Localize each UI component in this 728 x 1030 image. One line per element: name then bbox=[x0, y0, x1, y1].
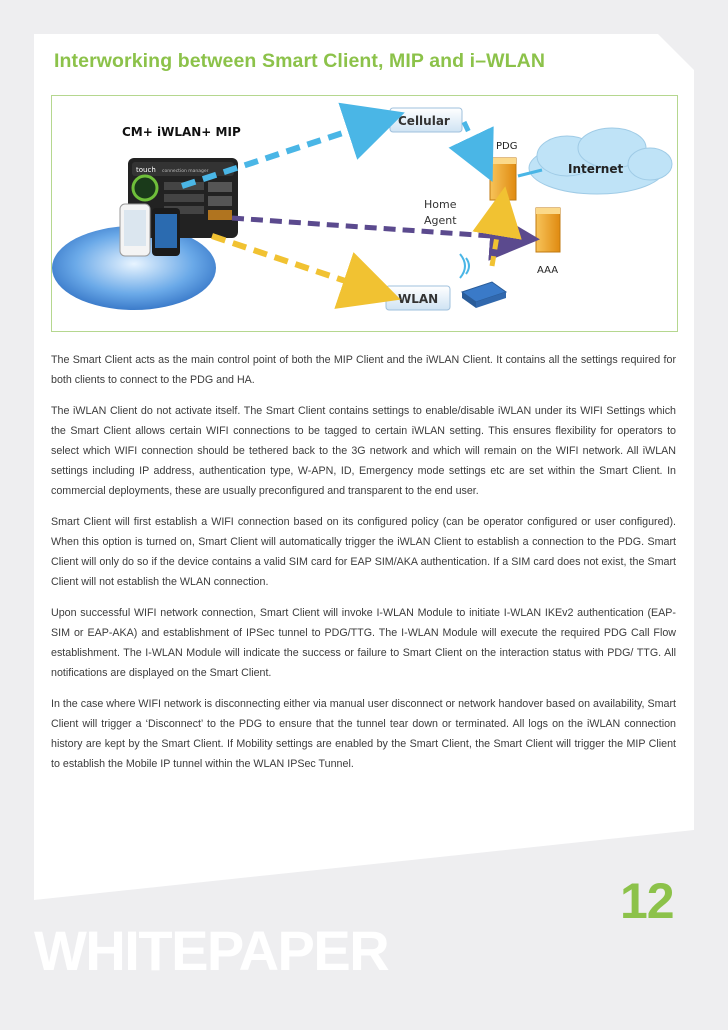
pdg-label: PDG bbox=[496, 141, 518, 152]
paragraph: The iWLAN Client do not activate itself. The Smart Client contains settings to enable/disable iWLAN under its WIFI Settings which the Smart Client allows certain WIFI connections to be tagged to certain iWLAN setting. This ensures flexibility for operators to select which WIFI connection should be tethered back to the 3G network and which will remain on the WIFI network. All iWLAN settings including IP address, authentication type, W-APN, ID, Emergency mode settings etc are set within the Smart Client. In commercial deployments, these are usually preconfigured and transparent to the end user. bbox=[51, 405, 676, 497]
home-agent-label-2: Agent bbox=[424, 214, 457, 227]
smartphone-black-icon bbox=[152, 208, 180, 256]
footer-wordmark: WHITEPAPER bbox=[34, 919, 389, 982]
page-title: Interworking between Smart Client, MIP and i–WLAN bbox=[54, 50, 546, 72]
touch-logo-icon bbox=[133, 176, 157, 200]
internet-label: Internet bbox=[568, 162, 624, 176]
home-agent-label-1: Home bbox=[424, 198, 457, 211]
wlan-label: WLAN bbox=[398, 292, 439, 306]
network-diagram bbox=[51, 95, 678, 332]
wifi-router-icon bbox=[460, 254, 506, 308]
cellular-label: Cellular bbox=[398, 114, 450, 128]
page-corner-fold bbox=[658, 34, 694, 70]
footer-wedge bbox=[34, 830, 694, 900]
smartphone-white-icon bbox=[120, 204, 150, 256]
paragraph: Upon successful WIFI network connection, Smart Client will invoke I-WLAN Module to initiate I-WLAN IKEv2 authentication (EAP-SIM or EAP-AKA) and establishment of IPSec tunnel to PDG/TTG. The I-WLAN Module will execute the required PDG Call Flow establishment. The I-WLAN Module will indicate the success or failure to Smart Client on the interaction status with PDG/ TTG. All notifications are displayed on the Smart Client. bbox=[51, 607, 676, 679]
device-label: CM+ iWLAN+ MIP bbox=[122, 125, 241, 139]
mip-tunnel-arrow bbox=[232, 218, 520, 238]
wlan-arrow bbox=[212, 236, 378, 292]
paragraph: Smart Client will first establish a WIFI connection based on its configured policy (can be operator configured or user configured). When this option is turned on, Smart Client will automatically trigger the iWLAN Client to establish a connection to the PDG. Smart Client will only do so if the device contains a valid SIM card for EAP SIM/AKA authentication. If a SIM card does not exist, the Smart Client will not establish the WLAN connection. bbox=[51, 516, 676, 588]
device-subtitle: connection manager bbox=[162, 169, 209, 174]
paragraph: The Smart Client acts as the main control point of both the MIP Client and the iWLAN Client. It contains all the settings required for both clients to connect to the PDG and HA. bbox=[51, 354, 676, 386]
internet-cloud-icon bbox=[529, 128, 672, 194]
aaa-label: AAA bbox=[537, 265, 559, 276]
paragraph: In the case where WIFI network is disconnecting either via manual user disconnect or network handover based on availability, Smart Client will trigger a ‘Disconnect’ to the PDG to ensure that the tunnel tear down or terminated. All logs on the iWLAN connection history are kept by the Smart Client. If Mobility settings are enabled by the Smart Client, the Smart Client will trigger the MIP Client to establish the Mobile IP tunnel within the WLAN IPSec Tunnel. bbox=[51, 698, 676, 770]
aaa-server-icon bbox=[536, 208, 560, 252]
pdg-server-icon bbox=[490, 158, 516, 200]
page-number: 12 bbox=[620, 873, 674, 929]
device-brand: touch bbox=[136, 166, 156, 174]
body-text bbox=[51, 350, 676, 785]
cellular-to-pdg-arrow bbox=[464, 122, 484, 164]
